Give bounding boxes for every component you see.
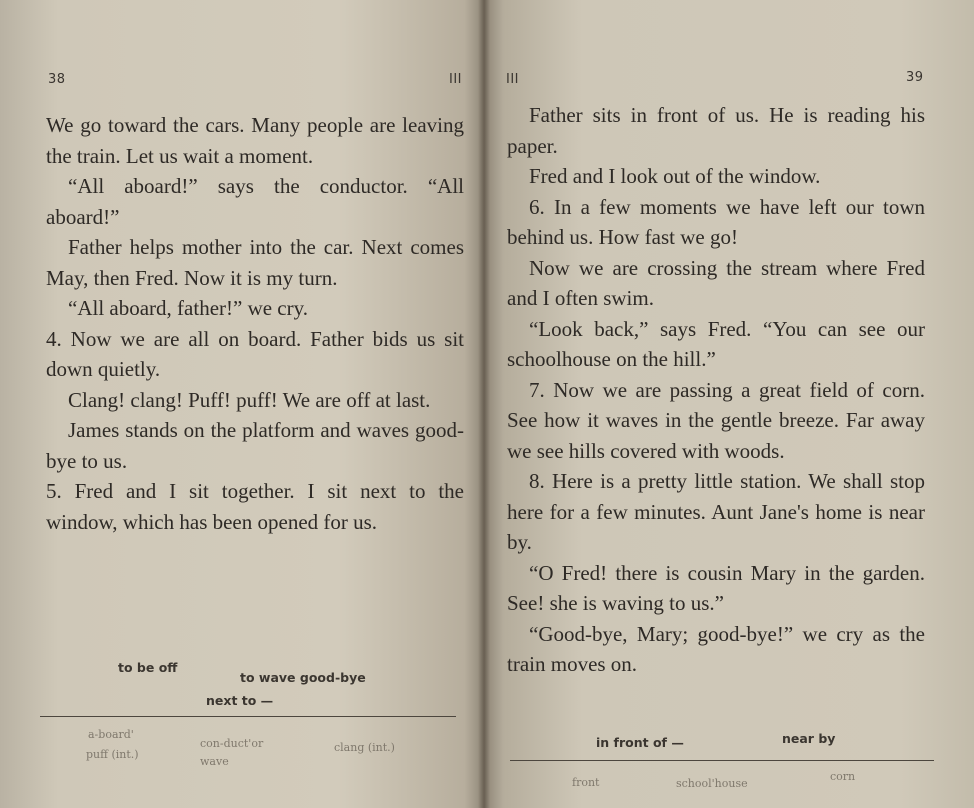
divider-rule — [510, 760, 934, 761]
left-page-text — [46, 110, 464, 537]
divider-rule — [40, 716, 456, 717]
right-page-text — [507, 100, 925, 680]
left-page — [0, 0, 484, 808]
vocab-phrase: to be off — [118, 660, 178, 675]
pronunciation-word: corn — [830, 770, 856, 783]
paragraph: We go toward the cars. Many people are leaving the train. Let us wait a moment. — [46, 113, 464, 168]
right-page — [484, 0, 974, 808]
paragraph: “Look back,” says Fred. “You can see our schoolhouse on the hill.” — [507, 316, 925, 371]
vocab-phrase: to wave good-bye — [240, 670, 366, 685]
pronunciation-word: a-board' — [88, 728, 134, 741]
paragraph: “Good-bye, Mary; good-bye!” we cry as the train moves on. — [507, 621, 925, 676]
paragraph: James stands on the platform and waves good-bye to us. — [46, 418, 464, 473]
paragraph: Father helps mother into the car. Next comes May, then Fred. Now it is my turn. — [46, 235, 464, 290]
paragraph: Clang! clang! Puff! puff! We are off at last. — [68, 387, 431, 412]
paragraph: “All aboard!” says the conductor. “All aboard!” — [46, 174, 464, 229]
pronunciation-word: front — [572, 776, 600, 789]
vocab-phrase: in front of — — [596, 735, 684, 750]
right-section-number: III — [506, 72, 520, 87]
paragraph: “O Fred! there is cousin Mary in the garden. See! she is waving to us.” — [507, 560, 925, 615]
paragraph: 5. Fred and I sit together. I sit next to the window, which has been opened for us. — [46, 479, 464, 534]
vocab-phrase: next to — — [206, 693, 274, 708]
vocab-phrase: near by — [782, 731, 836, 746]
pronunciation-word: school'house — [676, 777, 748, 790]
paragraph: Father sits in front of us. He is reading his paper. — [507, 103, 925, 158]
paragraph: Fred and I look out of the window. — [529, 164, 821, 188]
pronunciation-word: puff (int.) — [86, 748, 139, 761]
pronunciation-word: wave — [200, 755, 229, 768]
paragraph: 8. Here is a pretty little station. We shall stop here for a few minutes. Aunt Jane's home is near by. — [507, 469, 925, 554]
pronunciation-word: con-duct'or — [200, 737, 264, 750]
left-page-number: 38 — [48, 72, 66, 87]
paragraph: “All aboard, father!” we cry. — [68, 296, 309, 320]
book-gutter — [478, 0, 490, 808]
paragraph: 6. In a few moments we have left our town behind us. How fast we go! — [507, 194, 925, 249]
left-section-number: III — [449, 72, 463, 87]
pronunciation-word: clang (int.) — [334, 741, 395, 754]
right-page-number: 39 — [906, 70, 924, 85]
paragraph: 7. Now we are passing a great field of corn. See how it waves in the gentle breeze. Far away we see hills covered with woods. — [507, 377, 925, 463]
paragraph: Now we are crossing the stream where Fred and I often swim. — [507, 255, 925, 310]
paragraph: 4. Now we are all on board. Father bids us sit down quietly. — [46, 326, 464, 381]
